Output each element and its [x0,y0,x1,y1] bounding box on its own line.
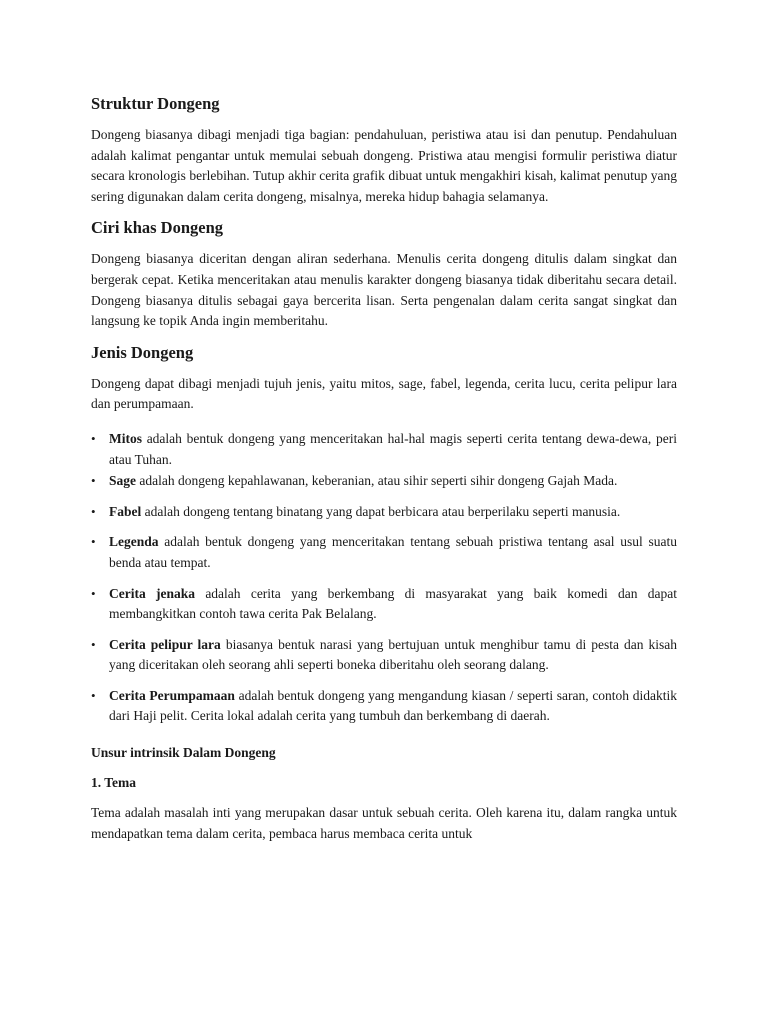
text-fabel: adalah dongeng tentang binatang yang dapat berbicara atau berperilaku seperti manusia. [141,503,621,519]
bullet-icon: • [91,534,96,550]
term-mitos: Mitos [109,430,142,446]
text-sage: adalah dongeng kepahlawanan, keberanian, atau sihir seperti sihir dongeng Gajah Mada. [136,473,618,489]
heading-struktur-dongeng: Struktur Dongeng [91,94,220,113]
paragraph-jenis-dongeng: Dongeng dapat dibagi menjadi tujuh jenis, yaitu mitos, sage, fabel, legenda, cerita lucu, cerita pelipur lara dan perumpamaan. [91,375,677,412]
text-cerita-perumpamaan: adalah bentuk dongeng yang mengandung kiasan / seperti saran, contoh didaktik dari Haji pelit. Cerita lokal adalah cerita yang tumbuh dan berkembang di daerah. [109,687,677,724]
paragraph-ciri-khas-dongeng: Dongeng biasanya diceritan dengan aliran sederhana. Menulis cerita dongeng ditulis dalam singkat dan bergerak cepat. Ketika menceritakan atau menulis karakter dongeng biasanya tidak diberitahu secara detail. Dongeng biasanya ditulis sebagai gaya bercerita lisan. Serta pengenalan dalam cerita sangat singkat dan langsung ke topik Anda ingin memberitahu. [91,251,677,329]
list-item-fabel [91,502,677,523]
list-item-mitos [91,429,677,470]
bullet-icon: • [91,585,96,601]
term-cerita-perumpamaan: Cerita Perumpamaan [109,687,235,703]
paragraph-tema: Tema adalah masalah inti yang merupakan dasar untuk sebuah cerita. Oleh karena itu, dalam rangka untuk mendapatkan tema dalam cerita, pembaca harus membaca cerita untuk [91,805,677,841]
heading-jenis-dongeng: Jenis Dongeng [91,342,194,362]
bullet-icon: • [91,503,96,519]
bullet-icon: • [91,687,96,703]
heading-ciri-khas-dongeng: Ciri khas Dongeng [91,218,224,238]
text-legenda: adalah bentuk dongeng yang menceritakan tentang sebuah pristiwa tentang asal usul suatu benda atau tempat. [109,534,677,570]
term-sage: Sage [109,473,136,489]
bullet-icon: • [91,430,96,446]
list-item-cerita-perumpamaan [91,686,677,727]
heading-unsur-intrinsik: Unsur intrinsik Dalam Dongeng [91,745,276,761]
list-item-legenda [91,532,677,573]
list-item-cerita-pelipur-lara [91,635,677,676]
text-cerita-jenaka: adalah cerita yang berkembang di masyarakat yang baik komedi dan dapat membangkitkan contoh tawa cerita Pak Belalang. [109,585,678,622]
term-cerita-pelipur-lara: Cerita pelipur lara [109,636,221,652]
subheading-tema: 1. Tema [91,775,137,791]
bullet-icon: • [91,473,96,489]
text-cerita-pelipur-lara: biasanya bentuk narasi yang bertujuan untuk menghibur tamu di pesta dan kisah yang diceritakan oleh seorang ahli seperti boneka diberitahu oleh seorang dalang. [109,636,677,673]
list-item-cerita-jenaka [91,584,677,625]
text-mitos: adalah bentuk dongeng yang menceritakan hal-hal magis seperti cerita tentang dewa-dewa, peri atau Tuhan. [109,430,677,467]
term-legenda: Legenda [109,534,159,550]
paragraph-struktur-dongeng: Dongeng biasanya dibagi menjadi tiga bagian: pendahuluan, peristiwa atau isi dan penutup. Pendahuluan adalah kalimat pengantar untuk memulai sebuah dongeng. Pristiwa atau mengisi formulir peristiwa diatur secara kronologis berlebihan. Tutup akhir cerita grafik dibuat untuk mengakhiri kisah, kalimat penutup yang sering digunakan dalam cerita dongeng, misalnya, mereka hidup bahagia selamanya. [91,127,677,204]
list-jenis-dongeng [91,429,677,727]
bullet-icon: • [91,636,96,652]
list-item-sage [91,471,677,492]
term-fabel: Fabel [109,503,142,519]
term-cerita-jenaka: Cerita jenaka [109,585,196,601]
